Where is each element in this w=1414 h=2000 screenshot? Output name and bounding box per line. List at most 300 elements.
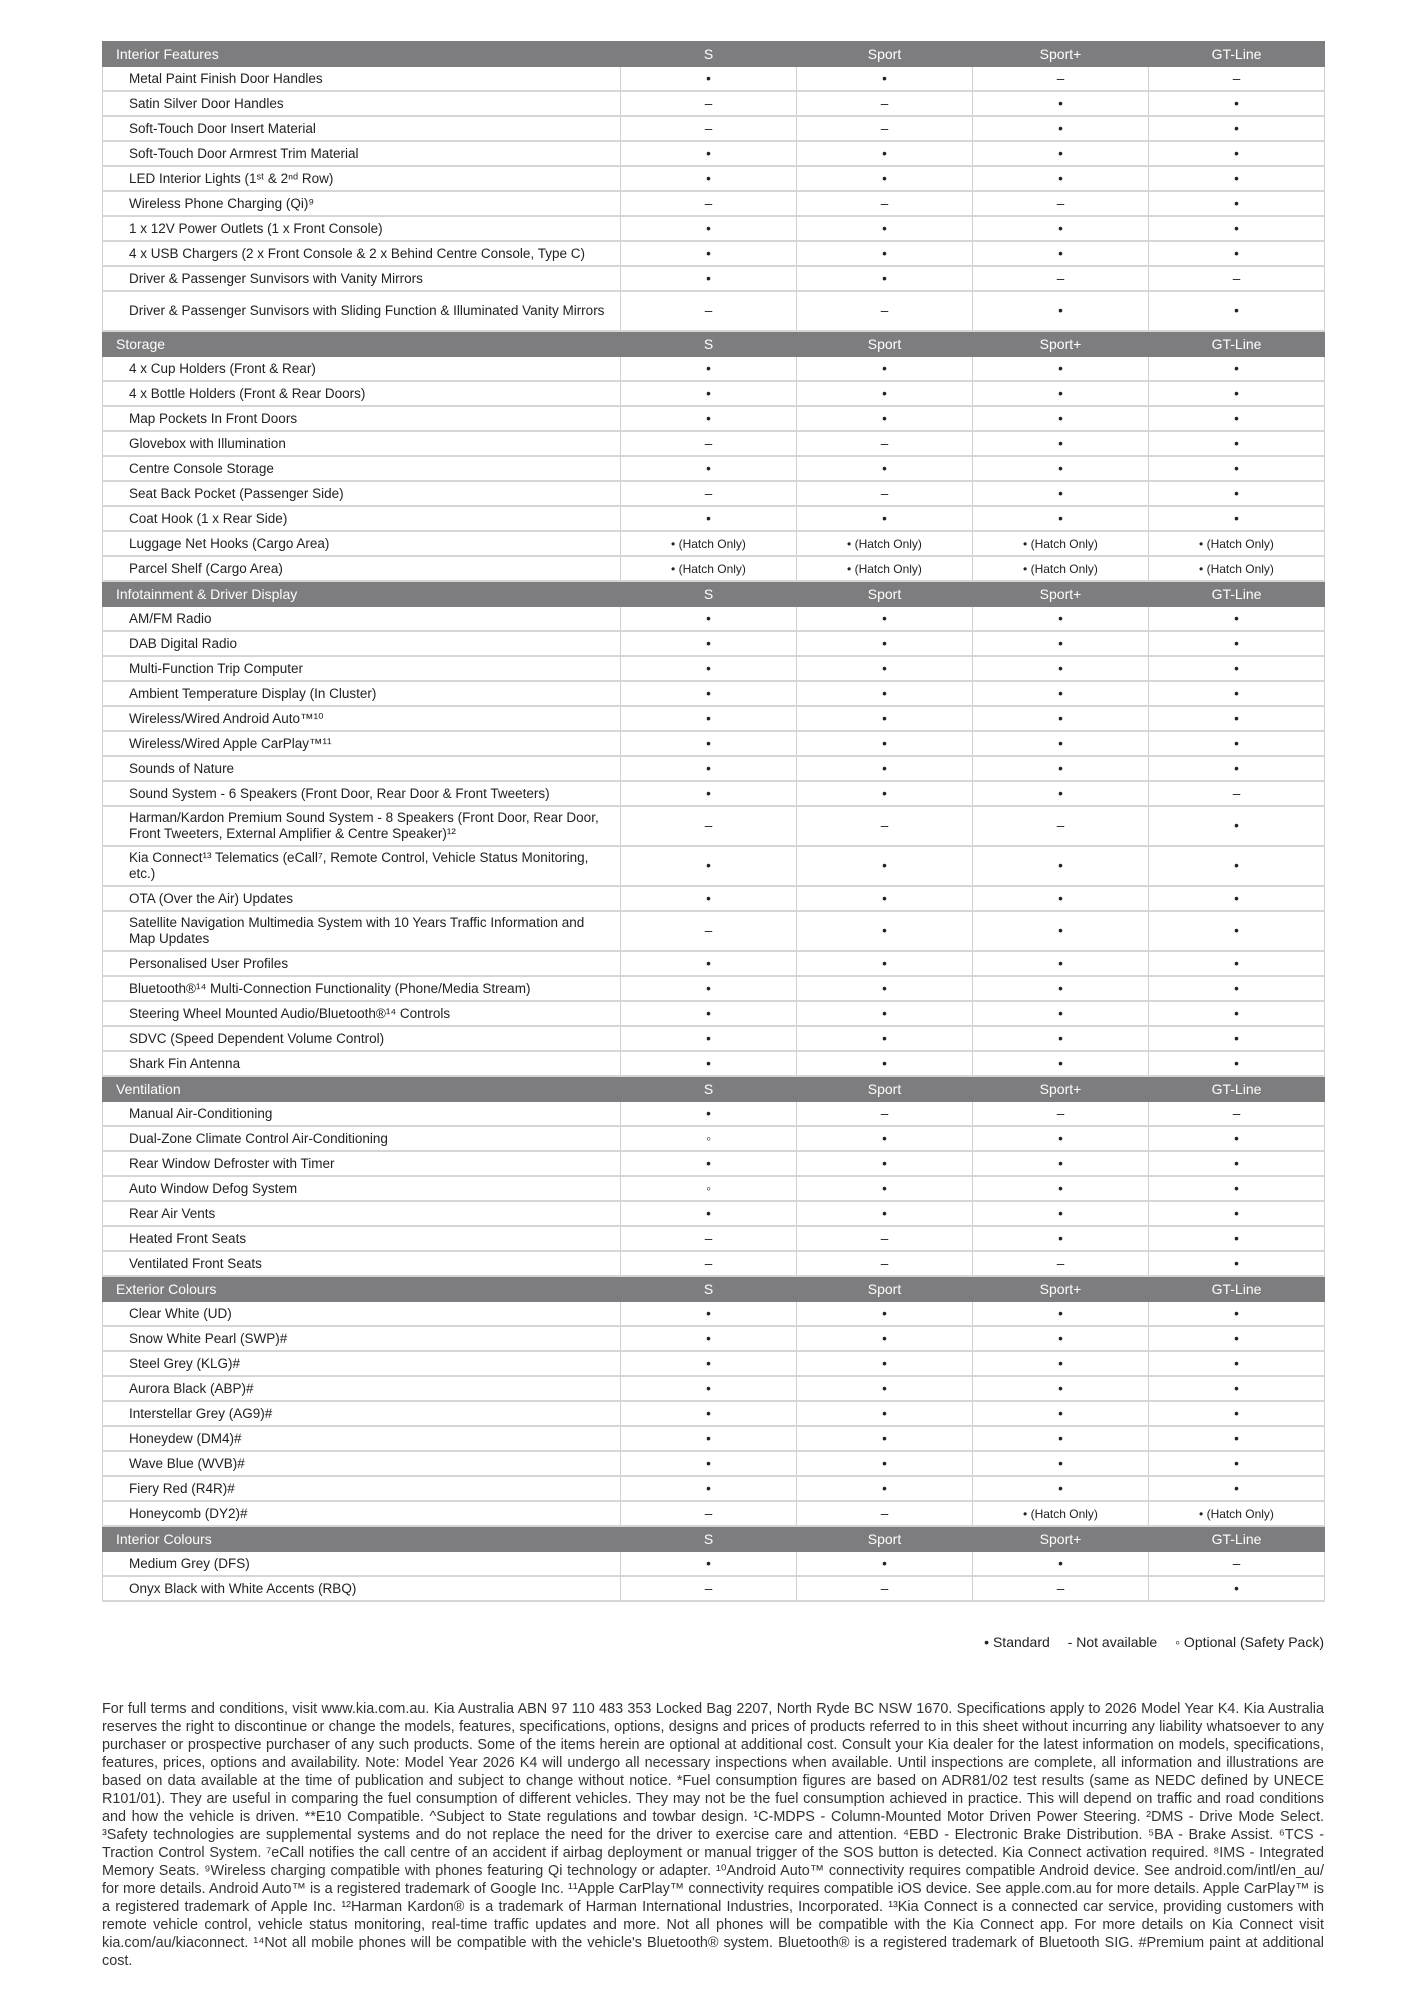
table-row — [103, 1426, 1325, 1451]
feature-label: Driver & Passenger Sunvisors with Vanity Mirrors — [103, 266, 621, 291]
availability-cell: • — [797, 166, 973, 191]
availability-cell: • — [797, 241, 973, 266]
feature-label: Rear Window Defroster with Timer — [103, 1151, 621, 1176]
feature-label: Centre Console Storage — [103, 456, 621, 481]
feature-label: Steel Grey (KLG)# — [103, 1351, 621, 1376]
availability-cell: • — [797, 67, 973, 92]
availability-cell: • — [797, 951, 973, 976]
availability-cell: • — [973, 607, 1149, 632]
availability-cell: • — [621, 656, 797, 681]
availability-cell: • — [621, 1201, 797, 1226]
feature-label: Multi-Function Trip Computer — [103, 656, 621, 681]
availability-cell: – — [797, 1501, 973, 1526]
availability-cell: • — [797, 656, 973, 681]
table-row — [103, 706, 1325, 731]
availability-cell: • — [973, 1151, 1149, 1176]
availability-cell: • — [797, 976, 973, 1001]
availability-cell: – — [621, 291, 797, 331]
table-row — [103, 166, 1325, 191]
availability-cell: – — [973, 67, 1149, 92]
availability-cell: • — [973, 1376, 1149, 1401]
availability-cell: • — [1149, 1326, 1325, 1351]
table-row — [103, 531, 1325, 556]
feature-label: Glovebox with Illumination — [103, 431, 621, 456]
availability-cell: • — [1149, 631, 1325, 656]
availability-cell: • — [621, 266, 797, 291]
availability-cell: • — [797, 706, 973, 731]
feature-label: Ventilated Front Seats — [103, 1251, 621, 1276]
availability-cell: • — [621, 731, 797, 756]
availability-cell: – — [621, 806, 797, 846]
availability-cell: • — [621, 756, 797, 781]
table-row — [103, 1026, 1325, 1051]
availability-cell: • (Hatch Only) — [797, 556, 973, 581]
availability-cell: • — [1149, 1201, 1325, 1226]
table-row — [103, 1501, 1325, 1526]
availability-cell: • — [973, 681, 1149, 706]
availability-cell: • — [1149, 1001, 1325, 1026]
availability-cell: • — [621, 1426, 797, 1451]
availability-cell: – — [973, 1251, 1149, 1276]
availability-cell: • — [621, 976, 797, 1001]
availability-cell: • (Hatch Only) — [1149, 1501, 1325, 1526]
table-row — [103, 216, 1325, 241]
feature-label: Shark Fin Antenna — [103, 1051, 621, 1076]
availability-cell: • — [1149, 951, 1325, 976]
column-header: S — [621, 1276, 797, 1302]
availability-cell: • — [973, 1326, 1149, 1351]
availability-cell: • — [797, 1176, 973, 1201]
availability-cell: – — [973, 1576, 1149, 1601]
availability-cell: • — [1149, 911, 1325, 951]
availability-cell: • — [797, 731, 973, 756]
feature-label: Seat Back Pocket (Passenger Side) — [103, 481, 621, 506]
feature-label: Heated Front Seats — [103, 1226, 621, 1251]
feature-label: Sounds of Nature — [103, 756, 621, 781]
availability-cell: • — [1149, 846, 1325, 886]
availability-cell: – — [797, 116, 973, 141]
availability-cell: • — [797, 1302, 973, 1327]
availability-cell: – — [1149, 781, 1325, 806]
table-row — [103, 631, 1325, 656]
table-row — [103, 381, 1325, 406]
availability-cell: • — [973, 1351, 1149, 1376]
table-row — [103, 291, 1325, 331]
availability-cell: • — [621, 67, 797, 92]
availability-cell: • — [797, 1026, 973, 1051]
section-title: Exterior Colours — [103, 1276, 621, 1302]
availability-cell: • — [621, 1351, 797, 1376]
availability-cell: • — [621, 951, 797, 976]
column-header: Sport — [797, 581, 973, 607]
specifications-table — [102, 41, 1325, 1602]
legend-standard: • Standard — [984, 1634, 1050, 1650]
availability-cell: • — [621, 1476, 797, 1501]
availability-cell: – — [797, 191, 973, 216]
availability-cell: • — [1149, 976, 1325, 1001]
availability-cell: • — [797, 1552, 973, 1577]
table-row — [103, 431, 1325, 456]
availability-cell: • — [973, 506, 1149, 531]
feature-label: Sound System - 6 Speakers (Front Door, Rear Door & Front Tweeters) — [103, 781, 621, 806]
availability-cell: – — [621, 481, 797, 506]
availability-cell: • — [973, 291, 1149, 331]
feature-label: Driver & Passenger Sunvisors with Sliding Function & Illuminated Vanity Mirrors — [103, 291, 621, 331]
availability-cell: • — [1149, 1026, 1325, 1051]
availability-cell: • — [973, 166, 1149, 191]
availability-cell: • — [1149, 1476, 1325, 1501]
feature-label: SDVC (Speed Dependent Volume Control) — [103, 1026, 621, 1051]
feature-label: Map Pockets In Front Doors — [103, 406, 621, 431]
availability-cell: • — [1149, 1176, 1325, 1201]
availability-cell: • — [973, 1552, 1149, 1577]
availability-cell: • — [621, 781, 797, 806]
disclaimer-footnote: For full terms and conditions, visit www.kia.com.au. Kia Australia ABN 97 110 483 353 Locked Bag 2207, North Ryde BC NSW 1670. Specifications apply to 2026 Model Year K4. Kia Australia reserves the right to discontinue or change the models, features, specifications, options, designs and prices of products referred to in this sheet without incurring any liability whatsoever to any purchaser or prospective purchaser of any such products. Some of the items herein are optional at additional cost. Consult your Kia dealer for the latest information on models, specifications, features, prices, options and availability. Note: Model Year 2026 K4 will undergo all necessary inspections when available. Until inspections are complete, all information and illustrations are based on data available at the time of publication and subject to change without notice. *Fuel consumption figures are based on ADR81/02 test results (same as NEDC defined by UNECE R101/01). They are useful in comparing the fuel consumption of different vehicles. They may not be the fuel consumption achieved in practice. This will depend on traffic and road conditions and how the vehicle is driven. **E10 Compatible. ^Subject to State regulations and towbar design. ¹C-MDPS - Column-Mounted Motor Driven Power Steering. ²DMS - Drive Mode Select. ³Safety technologies are supplemental systems and do not replace the need for the driver to exercise care and attention. ⁴EBD - Electronic Brake Distribution. ⁵BA - Brake Assist. ⁶TCS - Traction Control System. ⁷eCall notifies the call centre of an accident if airbag deployment or manual trigger of the SOS button is detected. Kia Connect activation required. ⁸IMS - Integrated Memory Seats. ⁹Wireless charging compatible with phones featuring Qi technology or adapter. ¹⁰Android Auto™ connectivity requires compatible Android device. See android.com/intl/en_au/ for more details. Android Auto™ is a registered trademark of Google Inc. ¹¹Apple CarPlay™ connectivity requires compatible iOS device. See apple.com.au for more details. Apple CarPlay™ is a registered trademark of Apple Inc. ¹²Harman Kardon® is a trademark of Harman International Industries, Incorporated. ¹³Kia Connect is a connected car service, providing customers with remote vehicle control, vehicle status monitoring, real-time traffic updates and more. Not all phones will be compatible with the Kia Connect app. For more details on Kia Connect visit kia.com/au/kiaconnect. ¹⁴Not all mobile phones will be compatible with the vehicle's Bluetooth® system. Bluetooth® is a registered trademark of Bluetooth SIG. #Premium paint at additional cost. — [102, 1701, 1324, 1969]
table-row — [103, 1151, 1325, 1176]
table-row — [103, 116, 1325, 141]
availability-cell: • — [797, 1476, 973, 1501]
feature-label: Harman/Kardon Premium Sound System - 8 Speakers (Front Door, Rear Door, Front Tweeters, External Amplifier & Centre Speaker)¹² — [103, 806, 621, 846]
availability-cell: – — [621, 911, 797, 951]
availability-cell: • — [797, 1376, 973, 1401]
availability-cell: • — [621, 1552, 797, 1577]
feature-label: Bluetooth®¹⁴ Multi-Connection Functionality (Phone/Media Stream) — [103, 976, 621, 1001]
feature-label: Rear Air Vents — [103, 1201, 621, 1226]
availability-cell: • — [973, 431, 1149, 456]
availability-cell: • — [621, 1102, 797, 1127]
column-header: Sport+ — [973, 331, 1149, 357]
availability-cell: • — [1149, 1251, 1325, 1276]
availability-cell: • — [621, 1376, 797, 1401]
availability-cell: – — [797, 1102, 973, 1127]
availability-cell: • — [797, 1401, 973, 1426]
feature-label: LED Interior Lights (1ˢᵗ & 2ⁿᵈ Row) — [103, 166, 621, 191]
feature-label: Wireless/Wired Apple CarPlay™¹¹ — [103, 731, 621, 756]
feature-label: AM/FM Radio — [103, 607, 621, 632]
table-row — [103, 1201, 1325, 1226]
feature-label: DAB Digital Radio — [103, 631, 621, 656]
table-row — [103, 1176, 1325, 1201]
section-header-row — [103, 581, 1325, 607]
availability-cell: • — [797, 781, 973, 806]
availability-cell: – — [621, 1576, 797, 1601]
availability-cell: • — [973, 1226, 1149, 1251]
availability-cell: • — [1149, 681, 1325, 706]
column-header: GT-Line — [1149, 331, 1325, 357]
table-row — [103, 1251, 1325, 1276]
availability-cell: • — [621, 357, 797, 382]
availability-cell: • — [621, 846, 797, 886]
section-title: Interior Features — [103, 42, 621, 67]
table-row — [103, 1126, 1325, 1151]
table-row — [103, 846, 1325, 886]
table-row — [103, 67, 1325, 92]
availability-cell: • — [621, 1051, 797, 1076]
availability-cell: – — [797, 1251, 973, 1276]
table-row — [103, 506, 1325, 531]
feature-label: Medium Grey (DFS) — [103, 1552, 621, 1577]
table-row — [103, 1001, 1325, 1026]
availability-cell: • — [973, 1051, 1149, 1076]
availability-cell: • — [797, 1151, 973, 1176]
column-header: Sport+ — [973, 1276, 1149, 1302]
availability-cell: • — [973, 406, 1149, 431]
availability-cell: • — [973, 1451, 1149, 1476]
availability-cell: • — [797, 406, 973, 431]
availability-cell: • — [621, 631, 797, 656]
column-header: GT-Line — [1149, 581, 1325, 607]
availability-cell: • — [621, 381, 797, 406]
availability-cell: • — [973, 631, 1149, 656]
availability-cell: • — [973, 1126, 1149, 1151]
availability-cell: • (Hatch Only) — [973, 1501, 1149, 1526]
availability-cell: • — [973, 241, 1149, 266]
feature-label: Onyx Black with White Accents (RBQ) — [103, 1576, 621, 1601]
availability-cell: • — [1149, 241, 1325, 266]
availability-cell: • — [1149, 1151, 1325, 1176]
availability-cell: • — [1149, 357, 1325, 382]
availability-cell: • — [973, 1401, 1149, 1426]
availability-cell: • — [797, 381, 973, 406]
feature-label: Manual Air-Conditioning — [103, 1102, 621, 1127]
availability-cell: • — [973, 756, 1149, 781]
availability-cell: • — [1149, 116, 1325, 141]
table-row — [103, 1326, 1325, 1351]
column-header: Sport — [797, 1276, 973, 1302]
availability-cell: – — [621, 431, 797, 456]
table-row — [103, 1376, 1325, 1401]
availability-cell: • (Hatch Only) — [1149, 556, 1325, 581]
availability-cell: • — [797, 886, 973, 911]
column-header: Sport — [797, 1076, 973, 1102]
table-row — [103, 191, 1325, 216]
table-row — [103, 141, 1325, 166]
availability-cell: • — [797, 607, 973, 632]
availability-cell: • — [797, 456, 973, 481]
availability-cell: – — [797, 291, 973, 331]
feature-label: Kia Connect¹³ Telematics (eCall⁷, Remote Control, Vehicle Status Monitoring, etc.) — [103, 846, 621, 886]
availability-cell: • — [1149, 1226, 1325, 1251]
availability-cell: • — [621, 1026, 797, 1051]
availability-cell: • — [621, 1302, 797, 1327]
availability-cell: • — [973, 116, 1149, 141]
column-header: Sport — [797, 42, 973, 67]
availability-cell: • — [797, 1351, 973, 1376]
table-row — [103, 406, 1325, 431]
table-row — [103, 756, 1325, 781]
feature-label: Honeydew (DM4)# — [103, 1426, 621, 1451]
availability-cell: • — [797, 1126, 973, 1151]
availability-cell: • — [973, 781, 1149, 806]
feature-label: Parcel Shelf (Cargo Area) — [103, 556, 621, 581]
feature-label: 1 x 12V Power Outlets (1 x Front Console) — [103, 216, 621, 241]
column-header: Sport+ — [973, 581, 1149, 607]
availability-cell: • — [797, 506, 973, 531]
column-header: GT-Line — [1149, 1526, 1325, 1552]
section-header-row — [103, 1076, 1325, 1102]
availability-cell: • — [973, 1302, 1149, 1327]
availability-cell: • (Hatch Only) — [973, 531, 1149, 556]
availability-cell: • — [621, 506, 797, 531]
availability-cell: • — [621, 1401, 797, 1426]
availability-cell: • — [1149, 1401, 1325, 1426]
availability-cell: – — [621, 1226, 797, 1251]
availability-cell: • — [1149, 886, 1325, 911]
availability-cell: • — [973, 951, 1149, 976]
feature-label: Honeycomb (DY2)# — [103, 1501, 621, 1526]
section-title: Ventilation — [103, 1076, 621, 1102]
availability-cell: • — [1149, 141, 1325, 166]
column-header: Sport+ — [973, 1526, 1149, 1552]
table-row — [103, 241, 1325, 266]
availability-cell: ◦ — [621, 1126, 797, 1151]
section-header-row — [103, 331, 1325, 357]
table-row — [103, 806, 1325, 846]
table-row — [103, 656, 1325, 681]
availability-cell: • — [973, 656, 1149, 681]
table-row — [103, 607, 1325, 632]
availability-cell: • — [973, 1001, 1149, 1026]
availability-cell: • — [621, 406, 797, 431]
feature-label: Wave Blue (WVB)# — [103, 1451, 621, 1476]
availability-cell: • — [1149, 1576, 1325, 1601]
column-header: Sport — [797, 331, 973, 357]
section-header-row — [103, 1526, 1325, 1552]
table-row — [103, 886, 1325, 911]
availability-cell: • (Hatch Only) — [797, 531, 973, 556]
availability-cell: – — [621, 1501, 797, 1526]
availability-cell: • — [621, 681, 797, 706]
legend-not-available: - Not available — [1067, 1634, 1158, 1650]
availability-cell: – — [973, 191, 1149, 216]
section-title: Storage — [103, 331, 621, 357]
availability-cell: • — [1149, 91, 1325, 116]
availability-cell: – — [621, 191, 797, 216]
availability-cell: – — [797, 481, 973, 506]
legend-optional: ◦ Optional (Safety Pack) — [1175, 1634, 1324, 1650]
availability-cell: – — [973, 1102, 1149, 1127]
availability-cell: • — [1149, 1302, 1325, 1327]
table-row — [103, 357, 1325, 382]
availability-cell: – — [797, 431, 973, 456]
table-row — [103, 911, 1325, 951]
availability-cell: ◦ — [621, 1176, 797, 1201]
feature-label: Luggage Net Hooks (Cargo Area) — [103, 531, 621, 556]
availability-cell: – — [621, 1251, 797, 1276]
availability-cell: • — [1149, 216, 1325, 241]
availability-cell: • — [1149, 506, 1325, 531]
table-row — [103, 1051, 1325, 1076]
availability-cell: • — [1149, 607, 1325, 632]
availability-cell: • (Hatch Only) — [1149, 531, 1325, 556]
availability-cell: • — [797, 1051, 973, 1076]
table-row — [103, 1401, 1325, 1426]
availability-cell: • — [1149, 656, 1325, 681]
availability-cell: – — [621, 116, 797, 141]
availability-cell: • — [973, 481, 1149, 506]
availability-cell: • — [1149, 456, 1325, 481]
availability-cell: • — [621, 1151, 797, 1176]
feature-label: 4 x Cup Holders (Front & Rear) — [103, 357, 621, 382]
table-row — [103, 1552, 1325, 1577]
availability-cell: – — [797, 806, 973, 846]
availability-cell: • — [973, 1176, 1149, 1201]
availability-cell: • — [973, 1476, 1149, 1501]
availability-cell: • — [621, 241, 797, 266]
availability-cell: • — [973, 731, 1149, 756]
availability-cell: • — [797, 681, 973, 706]
availability-cell: • — [621, 166, 797, 191]
availability-cell: • — [973, 357, 1149, 382]
availability-cell: • — [973, 381, 1149, 406]
feature-label: Steering Wheel Mounted Audio/Bluetooth®¹⁴ Controls — [103, 1001, 621, 1026]
table-row — [103, 731, 1325, 756]
availability-cell: • — [973, 216, 1149, 241]
availability-cell: • — [797, 1001, 973, 1026]
availability-cell: • — [1149, 1426, 1325, 1451]
section-header-row — [103, 42, 1325, 67]
column-header: GT-Line — [1149, 1276, 1325, 1302]
feature-label: Satellite Navigation Multimedia System with 10 Years Traffic Information and Map Updates — [103, 911, 621, 951]
availability-cell: • — [1149, 756, 1325, 781]
availability-cell: • — [973, 846, 1149, 886]
availability-cell: • — [1149, 731, 1325, 756]
feature-label: Coat Hook (1 x Rear Side) — [103, 506, 621, 531]
availability-cell: • — [797, 631, 973, 656]
availability-cell: • — [1149, 166, 1325, 191]
availability-cell: • — [797, 1201, 973, 1226]
table-row — [103, 266, 1325, 291]
availability-cell: – — [797, 1576, 973, 1601]
feature-label: Interstellar Grey (AG9)# — [103, 1401, 621, 1426]
table-row — [103, 556, 1325, 581]
availability-cell: – — [1149, 266, 1325, 291]
availability-cell: • — [973, 911, 1149, 951]
availability-cell: • — [1149, 806, 1325, 846]
column-header: S — [621, 331, 797, 357]
feature-label: Soft-Touch Door Insert Material — [103, 116, 621, 141]
feature-label: Auto Window Defog System — [103, 1176, 621, 1201]
column-header: S — [621, 42, 797, 67]
column-header: S — [621, 1526, 797, 1552]
section-title: Infotainment & Driver Display — [103, 581, 621, 607]
feature-label: Clear White (UD) — [103, 1302, 621, 1327]
table-row — [103, 951, 1325, 976]
availability-cell: • — [621, 216, 797, 241]
feature-label: Snow White Pearl (SWP)# — [103, 1326, 621, 1351]
availability-cell: • — [621, 1326, 797, 1351]
availability-cell: – — [973, 806, 1149, 846]
availability-cell: • — [621, 456, 797, 481]
availability-cell: – — [1149, 1552, 1325, 1577]
feature-label: 4 x USB Chargers (2 x Front Console & 2 x Behind Centre Console, Type C) — [103, 241, 621, 266]
availability-cell: • — [621, 1001, 797, 1026]
section-header-row — [103, 1276, 1325, 1302]
availability-cell: • — [797, 216, 973, 241]
feature-label: Wireless Phone Charging (Qi)⁹ — [103, 191, 621, 216]
availability-cell: • — [973, 886, 1149, 911]
table-row — [103, 781, 1325, 806]
availability-cell: • — [1149, 191, 1325, 216]
availability-cell: • — [797, 756, 973, 781]
availability-cell: • — [1149, 1051, 1325, 1076]
availability-cell: • — [1149, 706, 1325, 731]
availability-cell: – — [1149, 1102, 1325, 1127]
availability-cell: • — [1149, 481, 1325, 506]
table-row — [103, 976, 1325, 1001]
availability-cell: • — [973, 91, 1149, 116]
column-header: Sport+ — [973, 42, 1149, 67]
